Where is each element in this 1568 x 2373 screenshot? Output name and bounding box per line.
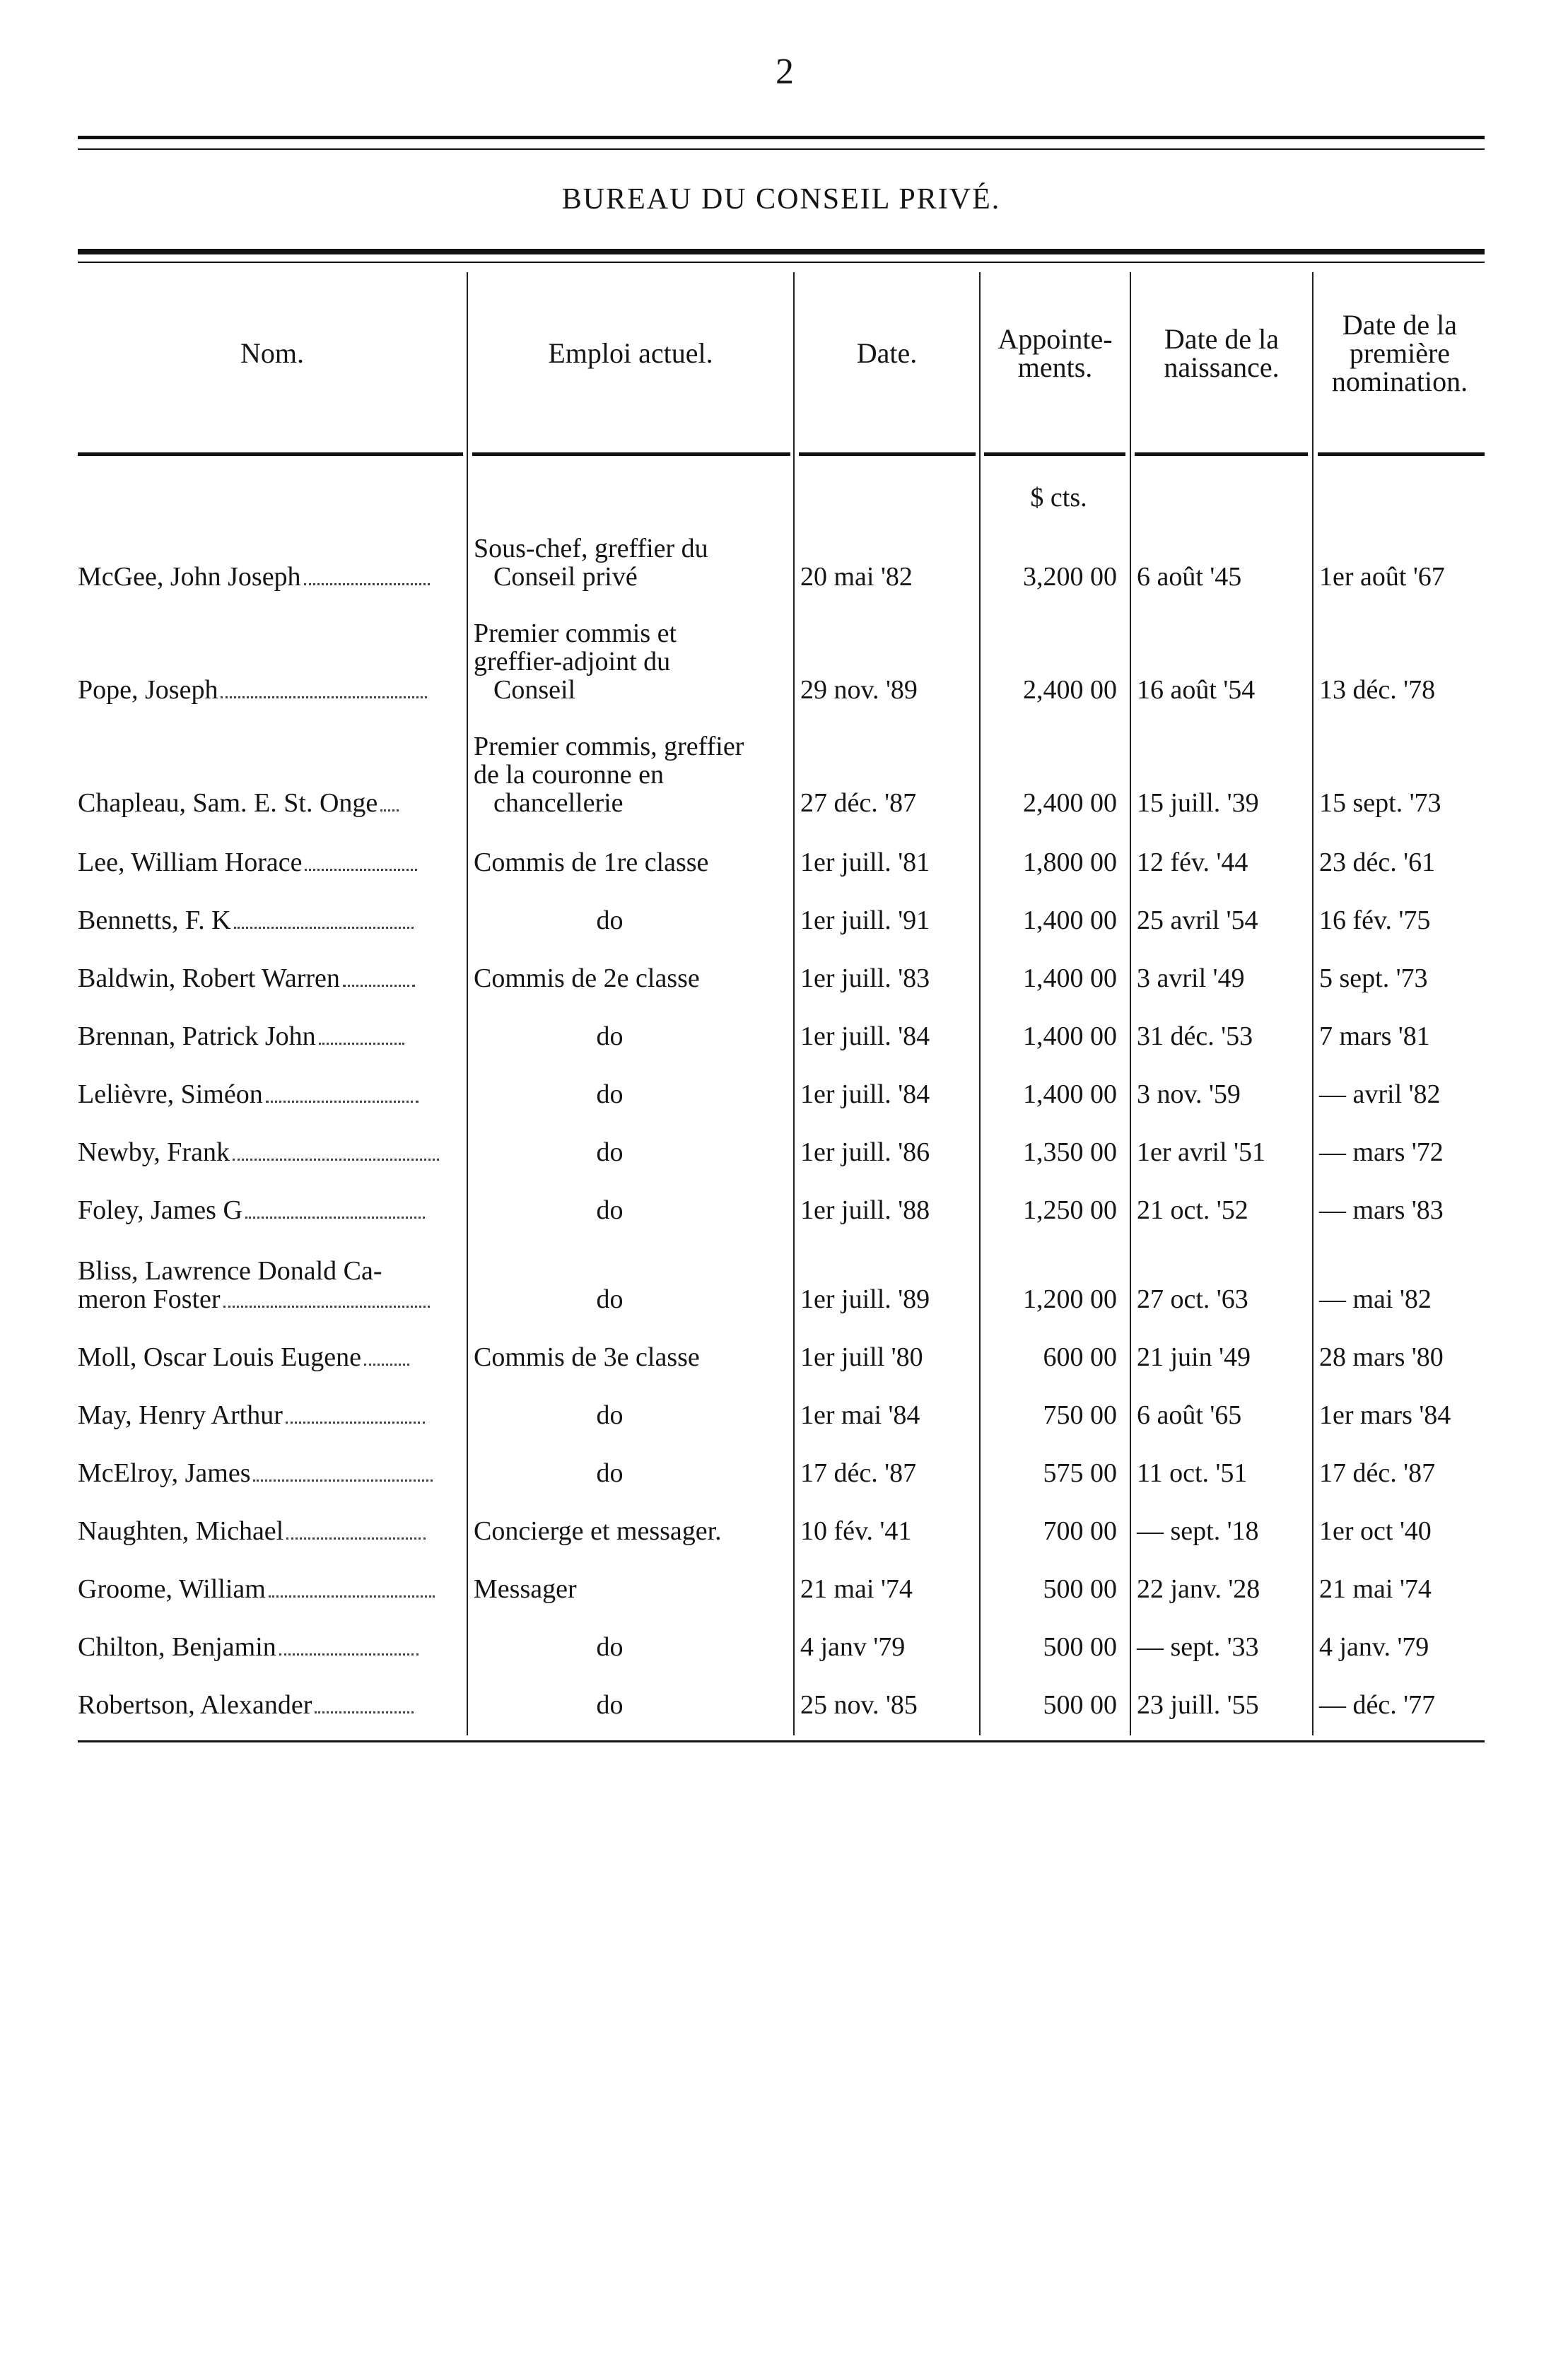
- leader-dots: [269, 1594, 435, 1598]
- cell-premiere-nomination: — mars '83: [1319, 1195, 1444, 1225]
- leader-dots: [315, 1710, 414, 1713]
- cell-appointements: 600 00: [1043, 1342, 1117, 1372]
- table-row: [0, 1196, 1568, 1224]
- cell-premiere-nomination: 1er oct '40: [1319, 1516, 1432, 1546]
- emploi-text: greffier-adjoint du: [474, 647, 671, 676]
- cell-premiere-nomination: 28 mars '80: [1319, 1342, 1444, 1372]
- cell-naissance: 21 juin '49: [1137, 1342, 1251, 1372]
- cell-date: 25 nov. '85: [800, 1690, 918, 1720]
- cell-premiere-nomination: 17 déc. '87: [1319, 1458, 1436, 1488]
- cell-naissance: 12 fév. '44: [1137, 848, 1248, 877]
- cell-premiere-nomination: 16 fév. '75: [1319, 906, 1431, 935]
- cell-nom: [78, 1080, 463, 1108]
- header-rule: [799, 452, 976, 456]
- cell-emploi: [474, 1691, 788, 1719]
- cell-nom: [78, 1517, 463, 1545]
- cell-appointements: 1,800 00: [1023, 848, 1117, 877]
- cell-appointements: 1,350 00: [1023, 1137, 1117, 1167]
- cell-naissance: 27 oct. '63: [1137, 1284, 1248, 1314]
- table-bottom-rule: [78, 1740, 1485, 1742]
- emploi-text: Commis de 1re classe: [474, 848, 709, 877]
- table-row: [0, 1022, 1568, 1050]
- header-rule: [472, 452, 790, 456]
- cell-naissance: 6 août '45: [1137, 562, 1242, 592]
- leader-dots: [223, 1304, 430, 1308]
- nom-text: May, Henry Arthur: [78, 1401, 463, 1429]
- cell-emploi: [474, 906, 788, 934]
- leader-dots: [279, 1652, 419, 1656]
- leader-dots: [343, 983, 415, 987]
- cell-premiere-nomination: 15 sept. '73: [1319, 788, 1441, 818]
- leader-dots: [319, 1041, 404, 1045]
- cell-nom: [78, 1459, 463, 1487]
- nom-text: Chilton, Benjamin: [78, 1633, 463, 1661]
- emploi-text: do: [596, 906, 624, 934]
- cell-premiere-nomination: 4 janv. '79: [1319, 1632, 1429, 1662]
- cell-naissance: 31 déc. '53: [1137, 1021, 1253, 1051]
- cell-nom: [78, 1257, 463, 1313]
- emploi-text: do: [596, 1138, 624, 1166]
- cell-appointements: 1,400 00: [1023, 1021, 1117, 1051]
- cell-emploi: [474, 1343, 788, 1371]
- emploi-text: Premier commis, greffier: [474, 732, 744, 761]
- cell-premiere-nomination: — mai '82: [1319, 1284, 1432, 1314]
- emploi-text: Messager: [474, 1575, 577, 1603]
- leader-dots: [380, 808, 399, 811]
- cell-emploi: [474, 534, 788, 591]
- leader-dots: [286, 1420, 425, 1424]
- cell-nom: [78, 848, 463, 877]
- cell-date: 1er juill. '84: [800, 1079, 930, 1109]
- header-rule: [984, 452, 1125, 456]
- cell-naissance: 3 nov. '59: [1137, 1079, 1241, 1109]
- cell-premiere-nomination: 13 déc. '78: [1319, 675, 1436, 705]
- cell-premiere-nomination: 5 sept. '73: [1319, 963, 1428, 993]
- header-appointements: Appointe- ments.: [997, 323, 1113, 383]
- header-naissance: Date de la naissance.: [1164, 323, 1280, 383]
- header-rule: [78, 452, 463, 456]
- top-rule-thick: [78, 136, 1485, 139]
- nom-text: McElroy, James: [78, 1459, 463, 1487]
- nom-text: Newby, Frank: [78, 1138, 463, 1166]
- cell-nom: [78, 906, 463, 934]
- header-emploi: Emploi actuel.: [548, 337, 713, 369]
- cell-naissance: 16 août '54: [1137, 675, 1256, 705]
- table-row: [0, 848, 1568, 877]
- cell-naissance: 3 avril '49: [1137, 963, 1245, 993]
- cell-emploi: [474, 619, 788, 704]
- emploi-text: do: [596, 1633, 624, 1661]
- cell-premiere-nomination: 21 mai '74: [1319, 1574, 1432, 1604]
- cell-emploi: [474, 1459, 788, 1487]
- emploi-text: Premier commis et: [474, 619, 677, 648]
- nom-text: Lelièvre, Siméon: [78, 1080, 463, 1108]
- cell-emploi: [474, 1401, 788, 1429]
- table-top-rule-thin: [78, 262, 1485, 263]
- table-row: [0, 1343, 1568, 1371]
- cell-emploi: [474, 1080, 788, 1108]
- table-row: [0, 1691, 1568, 1719]
- cell-nom: [78, 1343, 463, 1371]
- table-row: [0, 1080, 1568, 1108]
- table-row: [0, 1459, 1568, 1487]
- cell-nom: [78, 1633, 463, 1661]
- column-divider: [1312, 272, 1314, 1735]
- nom-text: Chapleau, Sam. E. St. Onge: [78, 789, 463, 817]
- cell-naissance: 15 juill. '39: [1137, 788, 1259, 818]
- emploi-text: Conseil: [493, 675, 576, 704]
- nom-text: Bennetts, F. K: [78, 906, 463, 934]
- emploi-text: chancellerie: [493, 788, 624, 817]
- leader-dots: [233, 1157, 439, 1161]
- cell-date: 1er juill '80: [800, 1342, 923, 1372]
- cell-date: 27 déc. '87: [800, 788, 917, 818]
- cell-emploi: [474, 1575, 788, 1603]
- cell-appointements: 575 00: [1043, 1458, 1117, 1488]
- cell-nom: [78, 789, 463, 817]
- nom-text: Bliss, Lawrence Donald Ca-: [78, 1257, 382, 1286]
- table-row: [0, 732, 1568, 817]
- cell-nom: [78, 563, 463, 591]
- cell-appointements: 2,400 00: [1023, 788, 1117, 818]
- table-row: [0, 1401, 1568, 1429]
- cell-emploi: [474, 1196, 788, 1224]
- cell-emploi: [474, 964, 788, 992]
- cell-date: 1er juill. '81: [800, 848, 930, 877]
- cell-nom: [78, 676, 463, 704]
- cell-date: 4 janv '79: [800, 1632, 906, 1662]
- leader-dots: [245, 1215, 425, 1219]
- emploi-text: Sous-chef, greffier du: [474, 534, 708, 563]
- cell-appointements: 1,400 00: [1023, 906, 1117, 935]
- cell-appointements: 1,400 00: [1023, 963, 1117, 993]
- cell-date: 10 fév. '41: [800, 1516, 912, 1546]
- cell-naissance: 21 oct. '52: [1137, 1195, 1248, 1225]
- cell-appointements: 1,250 00: [1023, 1195, 1117, 1225]
- cell-nom: [78, 1138, 463, 1166]
- emploi-text: Concierge et messager.: [474, 1517, 722, 1545]
- cell-emploi: [474, 1138, 788, 1166]
- cell-premiere-nomination: 1er mars '84: [1319, 1400, 1451, 1430]
- column-divider: [793, 272, 795, 1735]
- cell-appointements: 3,200 00: [1023, 562, 1117, 592]
- cell-naissance: 1er avril '51: [1137, 1137, 1266, 1167]
- column-divider: [979, 272, 981, 1735]
- cell-emploi: [474, 1633, 788, 1661]
- cell-premiere-nomination: 1er août '67: [1319, 562, 1445, 592]
- page-number: 2: [776, 52, 794, 92]
- cell-naissance: — sept. '18: [1137, 1516, 1259, 1546]
- emploi-text: do: [596, 1401, 624, 1429]
- cell-appointements: 500 00: [1043, 1632, 1117, 1662]
- cell-premiere-nomination: — mars '72: [1319, 1137, 1444, 1167]
- cell-emploi: [474, 1517, 788, 1545]
- leader-dots: [266, 1099, 419, 1103]
- section-title: BUREAU DU CONSEIL PRIVÉ.: [561, 183, 1001, 216]
- emploi-text: do: [596, 1691, 624, 1719]
- cell-naissance: 22 janv. '28: [1137, 1574, 1260, 1604]
- nom-text: Robertson, Alexander: [78, 1691, 463, 1719]
- cell-emploi: [474, 1022, 788, 1050]
- emploi-text: Commis de 3e classe: [474, 1343, 700, 1371]
- cell-nom: [78, 1022, 463, 1050]
- header-rule: [1318, 452, 1485, 456]
- emploi-text: do: [596, 1080, 624, 1108]
- nom-text: Baldwin, Robert Warren: [78, 964, 463, 992]
- cell-emploi: [474, 848, 788, 877]
- table-row: [0, 1257, 1568, 1313]
- leader-dots: [234, 925, 414, 929]
- emploi-text: de la couronne en: [474, 760, 665, 790]
- cell-date: 1er juill. '84: [800, 1021, 930, 1051]
- cell-date: 1er juill. '86: [800, 1137, 930, 1167]
- cell-date: 1er juill. '91: [800, 906, 930, 935]
- cell-appointements: 1,200 00: [1023, 1284, 1117, 1314]
- leader-dots: [253, 1478, 433, 1482]
- cell-naissance: — sept. '33: [1137, 1632, 1259, 1662]
- cell-date: 1er juill. '88: [800, 1195, 930, 1225]
- nom-text: Foley, James G: [78, 1196, 463, 1224]
- table-row: [0, 1633, 1568, 1661]
- leader-dots: [364, 1362, 409, 1366]
- emploi-text: Commis de 2e classe: [474, 964, 700, 992]
- cell-nom: [78, 1691, 463, 1719]
- table-row: [0, 964, 1568, 992]
- table-row: [0, 1517, 1568, 1545]
- cell-naissance: 6 août '65: [1137, 1400, 1242, 1430]
- header-premiere-nomination: Date de la première nomination.: [1331, 309, 1468, 397]
- cell-naissance: 11 oct. '51: [1137, 1458, 1248, 1488]
- emploi-text: do: [596, 1196, 624, 1224]
- cell-date: 1er juill. '83: [800, 963, 930, 993]
- cell-appointements: 500 00: [1043, 1574, 1117, 1604]
- column-divider: [467, 272, 468, 1735]
- nom-text: Naughten, Michael: [78, 1517, 463, 1545]
- cell-premiere-nomination: — avril '82: [1319, 1079, 1441, 1109]
- table-row: [0, 906, 1568, 934]
- cell-date: 1er juill. '89: [800, 1284, 930, 1314]
- nom-text: Brennan, Patrick John: [78, 1022, 463, 1050]
- emploi-text: do: [596, 1459, 624, 1487]
- cell-appointements: 500 00: [1043, 1690, 1117, 1720]
- nom-text: Groome, William: [78, 1575, 463, 1603]
- table-row: [0, 1138, 1568, 1166]
- cell-date: 21 mai '74: [800, 1574, 913, 1604]
- cell-nom: [78, 1575, 463, 1603]
- cell-appointements: 750 00: [1043, 1400, 1117, 1430]
- leader-dots: [286, 1536, 426, 1540]
- table-row: [0, 534, 1568, 591]
- cell-date: 17 déc. '87: [800, 1458, 917, 1488]
- table-row: [0, 1575, 1568, 1603]
- nom-text: meron Foster: [78, 1285, 463, 1313]
- cell-appointements: 1,400 00: [1023, 1079, 1117, 1109]
- emploi-text: do: [596, 1022, 624, 1050]
- cell-premiere-nomination: — déc. '77: [1319, 1690, 1436, 1720]
- leader-dots: [305, 867, 417, 871]
- cell-naissance: 25 avril '54: [1137, 906, 1258, 935]
- cell-premiere-nomination: 7 mars '81: [1319, 1021, 1430, 1051]
- cell-date: 29 nov. '89: [800, 675, 918, 705]
- cell-nom: [78, 1196, 463, 1224]
- leader-dots: [304, 582, 430, 585]
- nom-text: McGee, John Joseph: [78, 563, 463, 591]
- leader-dots: [221, 695, 427, 698]
- cell-appointements: 2,400 00: [1023, 675, 1117, 705]
- header-rule: [1135, 452, 1308, 456]
- header-date: Date.: [856, 337, 918, 369]
- cell-date: 20 mai '82: [800, 562, 913, 592]
- top-rule-thin: [78, 148, 1485, 150]
- cell-emploi: [474, 1285, 788, 1313]
- cell-date: 1er mai '84: [800, 1400, 920, 1430]
- cell-naissance: 23 juill. '55: [1137, 1690, 1259, 1720]
- cell-appointements: 700 00: [1043, 1516, 1117, 1546]
- units-label: $ cts.: [1030, 483, 1087, 512]
- cell-nom: [78, 1401, 463, 1429]
- nom-text: Moll, Oscar Louis Eugene: [78, 1343, 463, 1371]
- nom-text: Lee, William Horace: [78, 848, 463, 877]
- table-row: [0, 619, 1568, 704]
- emploi-text: do: [596, 1285, 624, 1313]
- nom-text: Pope, Joseph: [78, 676, 463, 704]
- cell-premiere-nomination: 23 déc. '61: [1319, 848, 1436, 877]
- cell-nom: [78, 964, 463, 992]
- table-top-rule-thick: [78, 249, 1485, 254]
- cell-emploi: [474, 732, 788, 817]
- header-nom: Nom.: [240, 337, 304, 369]
- emploi-text: Conseil privé: [493, 562, 638, 591]
